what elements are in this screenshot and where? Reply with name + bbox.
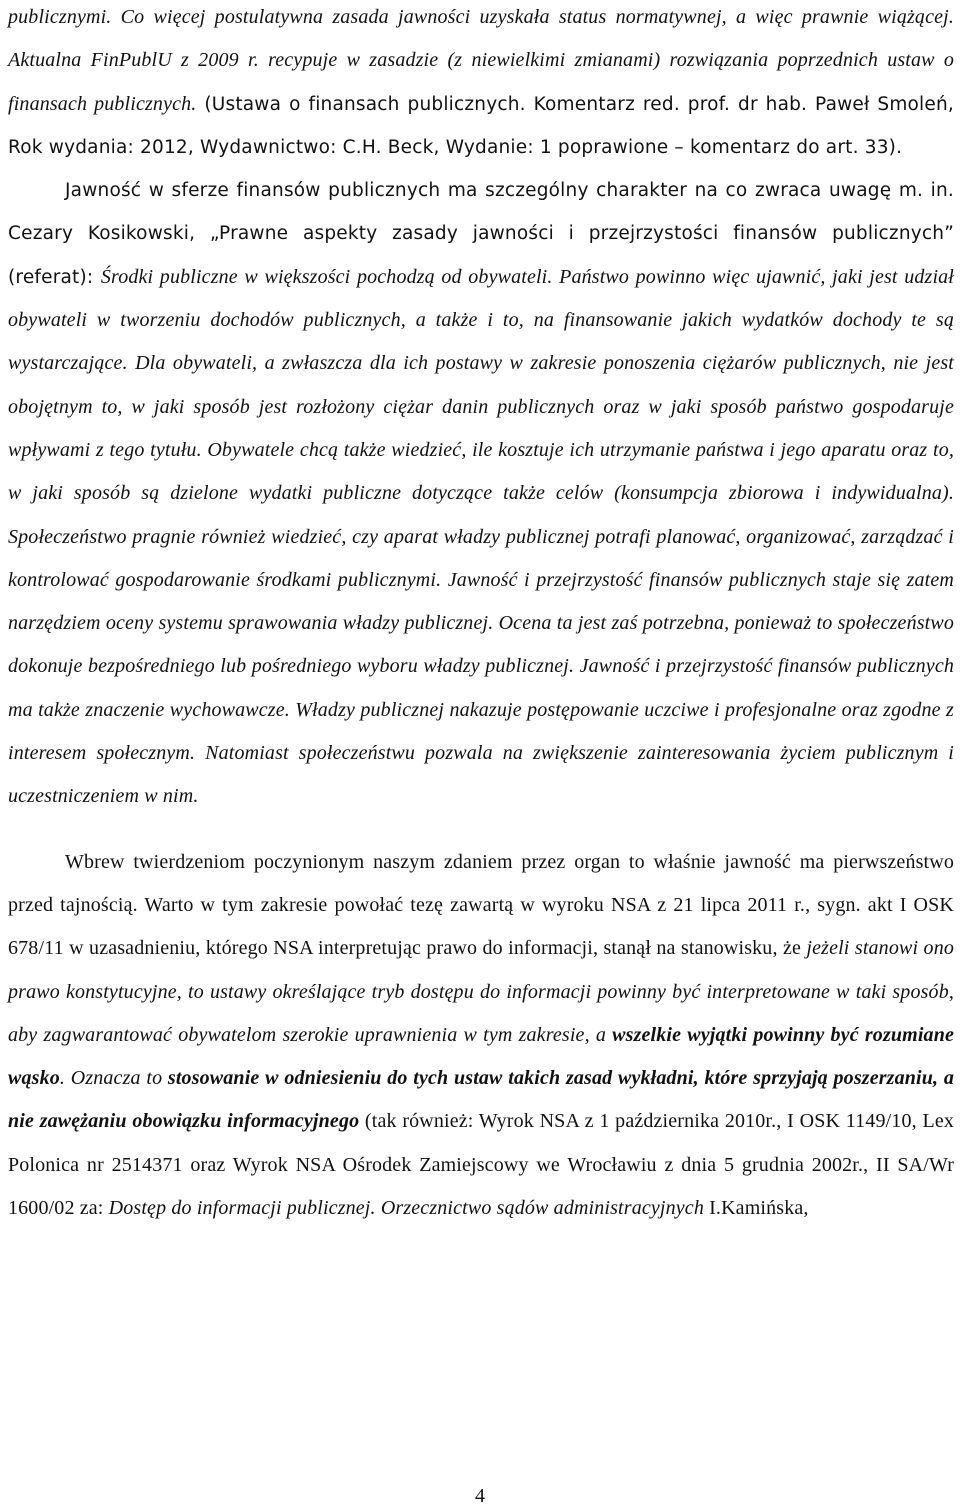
ruling-quote-bold: wszelkie wyjątki powinny być rozumiane wąsko xyxy=(8,1023,955,1090)
ruling-intro-text: Wbrew twierdzeniom poczynionym naszym zdaniem przez organ to właśnie jawność ma pierwszeństwo przed tajnością. Warto w tym zakresie powołać tezę zawartą w wyroku NSA z 21 lipca 2011 r., sygn. akt I OSK 678/11 w uzasadnieniu, którego NSA interpretując prawo do informacji, stanął na stanowisku, że xyxy=(8,850,954,960)
page-number: 4 xyxy=(475,1485,485,1507)
ruling-principle-bold: stosowanie w odniesieniu do tych ustaw takich zasad wykładni, które sprzyjają poszerzaniu, a nie zawężaniu obowiązku informacyjnego xyxy=(8,1067,954,1133)
quote-text: publicznymi. Co więcej postulatywna zasada jawności uzyskała status normatywnej, a więc prawnie wiążącej. Aktualna FinPublU z 2009 r. recypuje w zasadzie (z niewielkimi zmianami) rozwiązania poprzednich ustaw o finansach publicznych. xyxy=(8,6,954,115)
paragraph-intro-text: Jawność w sferze finansów publicznych ma szczególny charakter na co zwraca uwagę m. in. Cezary Kosikowski, „Prawne aspekty zasady jawności i przejrzystości finansów publicznych” (referat): xyxy=(8,180,954,288)
ruling-references: (tak również: Wyrok NSA z 1 października 2010r., I OSK 1149/10, Lex Polonica nr 2514371 oraz Wyrok NSA Ośrodek Zamiejscowy we Wrocławiu z dnia 5 grudnia 2002r., II SA/Wr 1600/02 za: xyxy=(8,1110,954,1220)
kosikowski-quote: Środki publiczne w większości pochodzą od obywateli. Państwo powinno więc ujawnić, jaki jest udział obywateli w tworzeniu dochodów publicznych, a także i to, na finansowanie jakich wydatków dochody te są wystarczające. Dla obywateli, a zwłaszcza dla ich postawy w zakresie ponoszenia ciężarów publicznych, nie jest obojętnym to, w jaki sposób jest rozłożony ciężar danin publicznych oraz w jaki sposób państwo gospodaruje wpływami z tego tytułu. Obywatele chcą także wiedzieć, ile kosztuje ich utrzymanie państwa i jego aparatu oraz to, w jaki sposób są dzielone wydatki publiczne dotyczące także celów (konsumpcja zbiorowa i indywidualna). Społeczeństwo pragnie również wiedzieć, czy aparat władzy publicznej potrafi planować, organizować, zarządzać i kontrolować gospodarowanie środkami publicznymi. Jawność i przejrzystość finansów publicznych staje się zatem narzędziem oceny systemu sprawowania władzy publicznej. Ocena ta jest zaś potrzebna, ponieważ to społeczeństwo dokonuje bezpośredniego lub pośredniego wyboru władzy publicznej. Jawność i przejrzystość finansów publicznych ma także znaczenie wychowawcze. Władzy publicznej nakazuje postępowanie uczciwe i profesjonalne oraz zgodne z interesem społecznym. Natomiast społeczeństwu pozwala na zwiększenie zainteresowania życiem publicznym i uczestniczeniem w nim. xyxy=(8,265,955,808)
book-title: Dostęp do informacji publicznej. Orzecznictwo sądów administracyjnych xyxy=(108,1197,704,1220)
citation-text: (Ustawa o finansach publicznych. Komentarz red. prof. dr hab. Paweł Smoleń, Rok wydania: 2012, Wydawnictwo: C.H. Beck, Wydanie: 1 poprawione – komentarz do art. 33). xyxy=(8,93,954,158)
paragraph-commentary-quote xyxy=(8,0,954,169)
ruling-quote: jeżeli stanowi ono prawo konstytucyjne, to ustawy określające tryb dostępu do informacji powinny być interpretowane w taki sposób, aby zagwarantować obywatelom szerokie uprawnienia w tym zakresie, a xyxy=(8,937,954,1046)
ruling-quote-continued: . Oznacza to xyxy=(59,1067,168,1090)
paragraph-nsa-ruling xyxy=(8,841,954,1231)
document-page xyxy=(8,0,954,1230)
paragraph-kosikowski xyxy=(8,169,954,818)
book-author: I.Kamińska, xyxy=(703,1197,809,1220)
